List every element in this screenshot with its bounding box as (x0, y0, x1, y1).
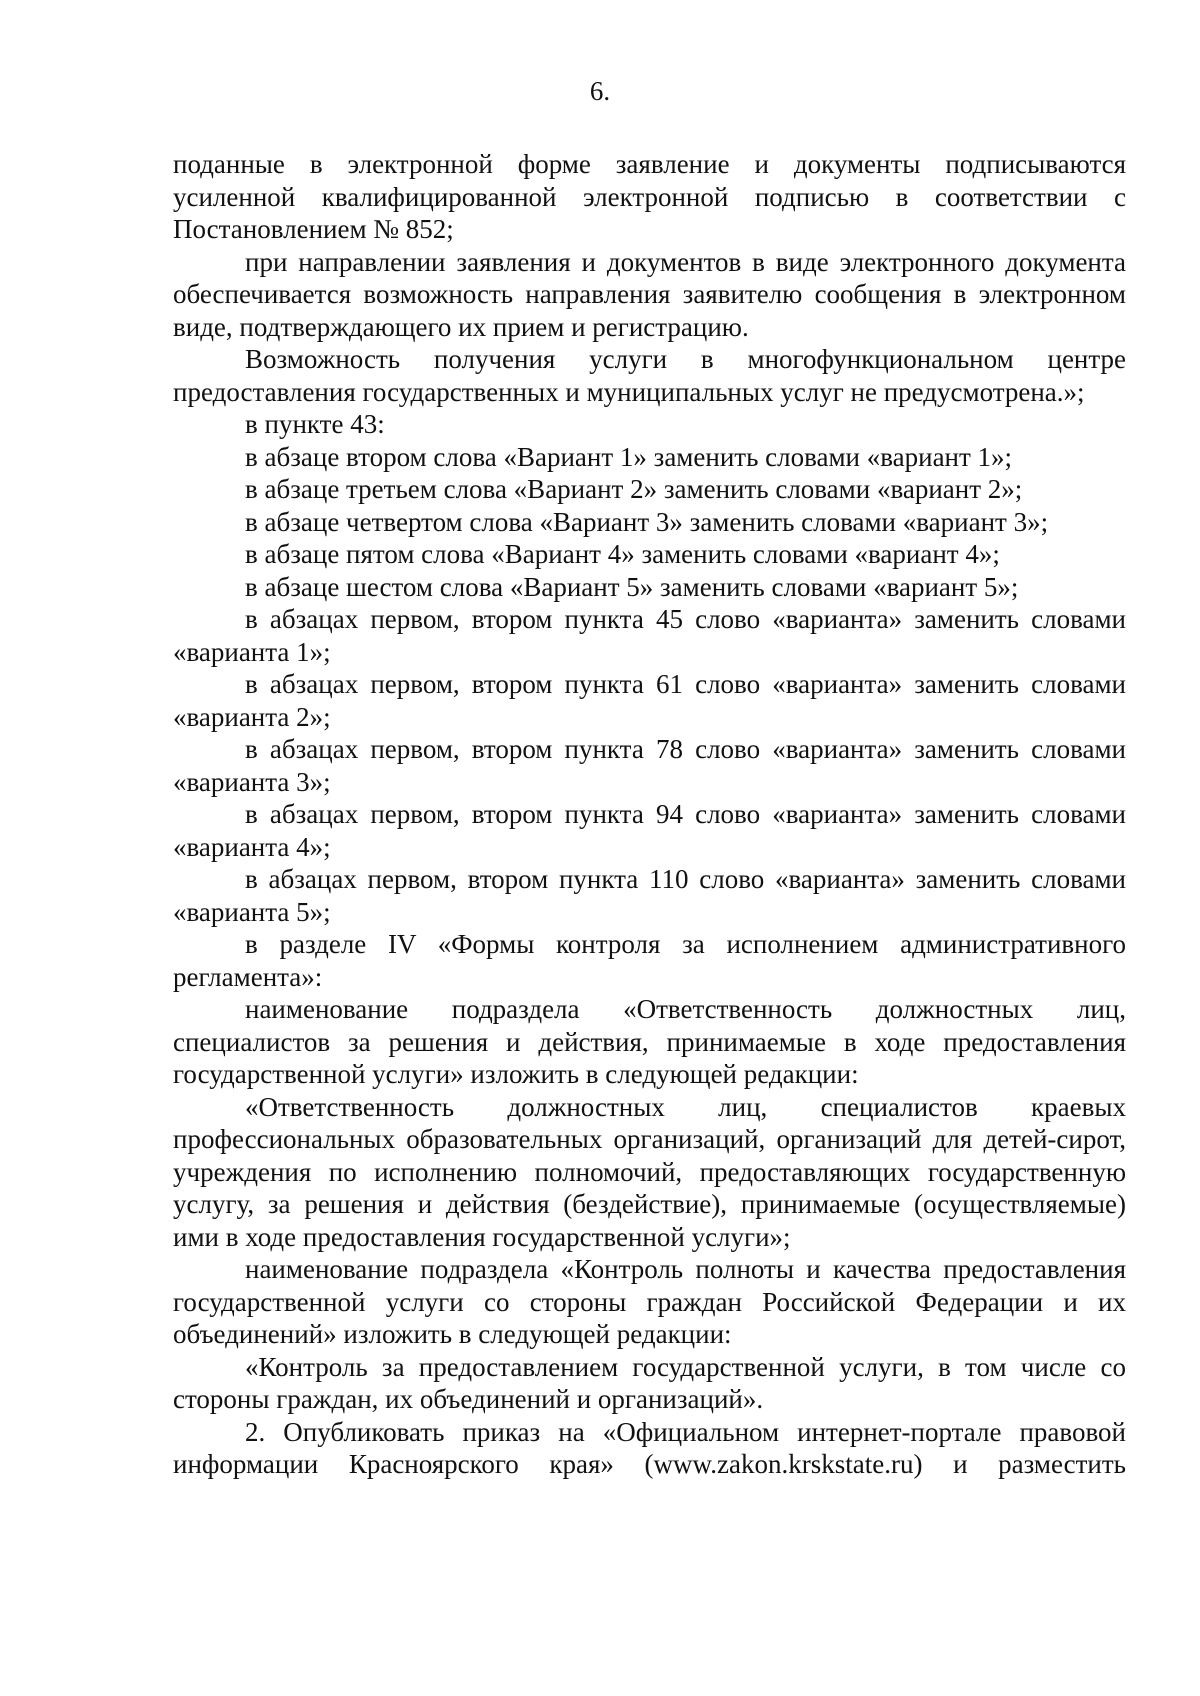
paragraph: 2. Опубликовать приказ на «Официальном интернет-портале правовой информации Красноярского края» (www.zakon.krskstate.ru) и разместить (173, 1416, 1126, 1479)
paragraph: Возможность получения услуги в многофункциональном центре предоставления государственных и муниципальных услуг не предусмотрена.»; (173, 344, 1126, 407)
document-body (173, 148, 1126, 1481)
paragraph: наименование подраздела «Контроль полноты и качества предоставления государственной услуги со стороны граждан Российской Федерации и их объединений» изложить в следующей редакции: (173, 1254, 1126, 1349)
paragraph: в разделе IV «Формы контроля за исполнением административного регламента»: (173, 929, 1126, 992)
paragraph: поданные в электронной форме заявление и документы подписываются усиленной квалифицированной электронной подписью в соответствии с Постановлением № 852; (173, 149, 1126, 244)
paragraph: в абзаце третьем слова «Вариант 2» заменить словами «вариант 2»; (245, 474, 1023, 504)
paragraph: «Контроль за предоставлением государственной услуги, в том числе со стороны граждан, их объединений и организаций». (173, 1351, 1126, 1414)
paragraph: в пункте 43: (245, 409, 385, 439)
paragraph: в абзацах первом, втором пункта 61 слово «варианта» заменить словами «варианта 2»; (173, 669, 1126, 732)
page-number: 6. (589, 76, 611, 106)
paragraph: в абзацах первом, втором пункта 78 слово «варианта» заменить словами «варианта 3»; (173, 734, 1126, 797)
paragraph: в абзацах первом, втором пункта 45 слово «варианта» заменить словами «варианта 1»; (173, 604, 1126, 667)
paragraph: «Ответственность должностных лиц, специалистов краевых профессиональных образовательных организаций, организаций для детей-сирот, учреждения по исполнению полномочий, предоставляющих государственную услугу, за решения и действия (бездействие), принимаемые (осуществляемые) ими в ходе предоставления государственной услуги»; (173, 1091, 1126, 1252)
paragraph: в абзаце пятом слова «Вариант 4» заменить словами «вариант 4»; (245, 539, 1000, 569)
paragraph: наименование подраздела «Ответственность должностных лиц, специалистов за решения и действия, принимаемые в ходе предоставления государственной услуги» изложить в следующей редакции: (173, 994, 1126, 1089)
paragraph: в абзацах первом, втором пункта 110 слово «варианта» заменить словами «варианта 5»; (173, 864, 1126, 927)
paragraph: в абзаце четвертом слова «Вариант 3» заменить словами «вариант 3»; (245, 506, 1049, 537)
paragraph: в абзаце втором слова «Вариант 1» заменить словами «вариант 1»; (245, 441, 1013, 472)
paragraph: в абзаце шестом слова «Вариант 5» заменить словами «вариант 5»; (245, 571, 1019, 602)
paragraph: в абзацах первом, втором пункта 94 слово «варианта» заменить словами «варианта 4»; (173, 799, 1126, 862)
paragraph: при направлении заявления и документов в виде электронного документа обеспечивается возможность направления заявителю сообщения в электронном виде, подтверждающего их прием и регистрацию. (173, 246, 1126, 342)
